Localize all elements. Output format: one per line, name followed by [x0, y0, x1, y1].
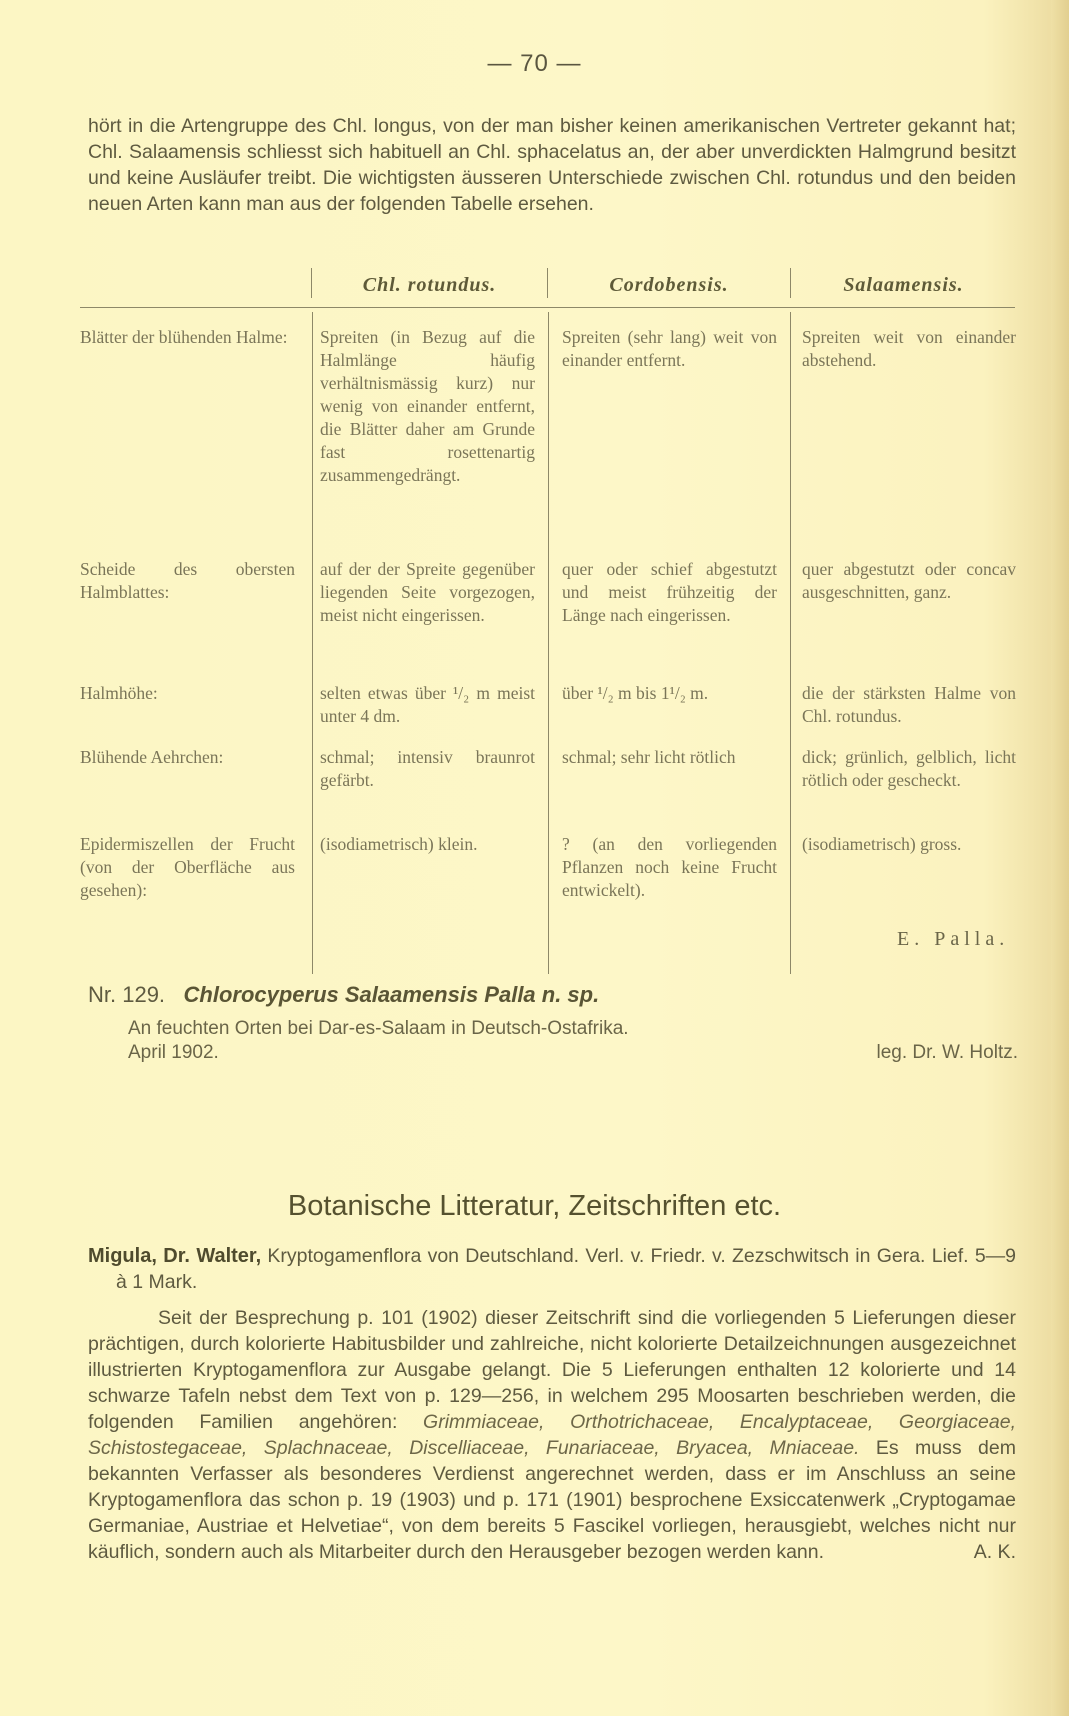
- section-heading: Botanische Litteratur, Zeitschriften etc.: [287, 1190, 782, 1222]
- row-label: Epidermiszellen der Frucht (von der Oberfläche aus gesehen):: [80, 834, 295, 900]
- table-cell: über ¹/₂ m bis 1¹/₂ m.: [562, 683, 709, 703]
- family-list: Grimmiaceae, Orthotrichaceae, Encalyptaceae, Georgiaceae, Schistostegaceae, Splachnaceae, Discelliaceae, Funariaceae, Bryacea, Mniaceae.: [88, 1411, 1016, 1459]
- table-signature: E. Palla.: [897, 928, 1010, 950]
- review-body-part2: Es muss dem bekannten Verfasser als besonderes Verdienst angerechnet werden, dass er im Anschluss an seine Kryptogamenflora das schon p. 19 (1903) und p. 171 (1901) besprochene Exsiccatenwerk „Cryptogamae Germaniae, Austriae et Helvetiae“, von dem bereits 5 Fascikel vorliegen, herausgiebt, welches nicht nur käuflich, sondern auch als Mitarbeiter durch den Herausgeber bezogen werden kann.: [88, 1437, 1016, 1563]
- entry-number: Nr. 129.: [88, 982, 166, 1007]
- page-edge-shadow: [1051, 0, 1069, 1716]
- table-cell: (isodiametrisch) gross.: [802, 834, 962, 854]
- table-cell: quer abgestutzt oder concav ausgeschnitten, ganz.: [802, 559, 1016, 602]
- intro-paragraph: [88, 113, 1016, 217]
- column-divider: [548, 312, 549, 974]
- table-cell: ? (an den vorliegenden Pflanzen noch keine Frucht entwickelt).: [562, 834, 777, 900]
- table-cell: auf der der Spreite gegenüber liegenden Seite vorgezogen, meist nicht eingerissen.: [320, 559, 535, 625]
- row-label: Blätter der blühenden Halme:: [80, 327, 288, 347]
- table-cell: Spreiten (sehr lang) weit von einander entfernt.: [562, 327, 777, 370]
- table-cell: quer oder schief abgestutzt und meist frühzeitig der Länge nach eingerissen.: [562, 559, 777, 625]
- table-cell: schmal; intensiv braunrot gefärbt.: [320, 747, 535, 790]
- review-reference: [88, 1243, 1016, 1295]
- date-line: [128, 1042, 1018, 1064]
- intro-text: hört in die Artengruppe des Chl. longus, von der man bisher keinen amerikanischen Vertreter gekannt hat; Chl. Salaamensis schliesst sich habituell an Chl. sphacelatus an, der aber unverdickten Halmgrund besitzt und keine Ausläufer treibt. Die wichtigsten äusseren Unterschiede zwischen Chl. rotundus und den beiden neuen Arten kann man aus der folgenden Tabelle ersehen.: [88, 115, 1016, 215]
- row-label: Scheide des obersten Halmblattes:: [80, 559, 295, 602]
- header-salaamensis: Salaamensis.: [843, 274, 964, 296]
- row-label: Halmhöhe:: [80, 683, 158, 703]
- table-cell: schmal; sehr licht rötlich: [562, 747, 736, 767]
- review-block: [88, 1243, 1016, 1565]
- column-divider: [790, 312, 791, 974]
- header-rule: [80, 307, 1015, 308]
- species-name: Chlorocyperus Salaamensis Palla n. sp.: [183, 982, 600, 1007]
- locality: An feuchten Orten bei Dar-es-Salaam in Deutsch-Ostafrika.: [128, 1018, 629, 1039]
- review-citation: Kryptogamenflora von Deutschland. Verl. v. Friedr. v. Zezschwitsch in Gera. Lief. 5—9 à 1 Mark.: [116, 1245, 1017, 1293]
- table-cell: Spreiten (in Bezug auf die Halmlänge häufig verhältnismässig kurz) nur wenig von einander entfernt, die Blätter daher am Grunde fast rosettenartig zusammengedrängt.: [320, 327, 535, 485]
- review-signature: A. K.: [973, 1541, 1016, 1563]
- table-cell: selten etwas über ¹/₂ m meist unter 4 dm.: [320, 683, 535, 726]
- collector: leg. Dr. W. Holtz.: [876, 1042, 1018, 1063]
- page-number: — 70 —: [487, 50, 582, 77]
- review-body: [88, 1305, 1016, 1565]
- column-divider: [312, 312, 313, 974]
- table-cell: (isodiametrisch) klein.: [320, 834, 478, 854]
- table-cell: Spreiten weit von einander abstehend.: [802, 327, 1016, 370]
- review-body-part1: Seit der Besprechung p. 101 (1902) dieser Zeitschrift sind die vorliegenden 5 Lieferungen dieser prächtigen, durch kolorierte Habitusbilder und zahlreiche, nicht kolorierte Detailzeichnungen ausgezeichnet illustrierten Kryptogamenflora zur Ausgabe gelangt. Die 5 Lieferungen enthalten 12 kolorierte und 14 schwarze Tafeln nebst dem Text von p. 129—256, in welchem 295 Moosarten beschrieben werden, die folgenden Familien angehören:: [88, 1307, 1016, 1433]
- table-cell: die der stärksten Halme von Chl. rotundus.: [802, 683, 1016, 726]
- row-label: Blühende Aehrchen:: [80, 747, 224, 767]
- header-rotundus: Chl. rotundus.: [362, 274, 497, 296]
- specimen-entry: [88, 982, 1018, 1063]
- header-cordobensis: Cordobensis.: [609, 274, 729, 296]
- review-author: Migula, Dr. Walter,: [88, 1245, 262, 1267]
- collection-date: April 1902.: [128, 1042, 219, 1063]
- table-cell: dick; grünlich, gelblich, licht rötlich oder gescheckt.: [802, 747, 1016, 790]
